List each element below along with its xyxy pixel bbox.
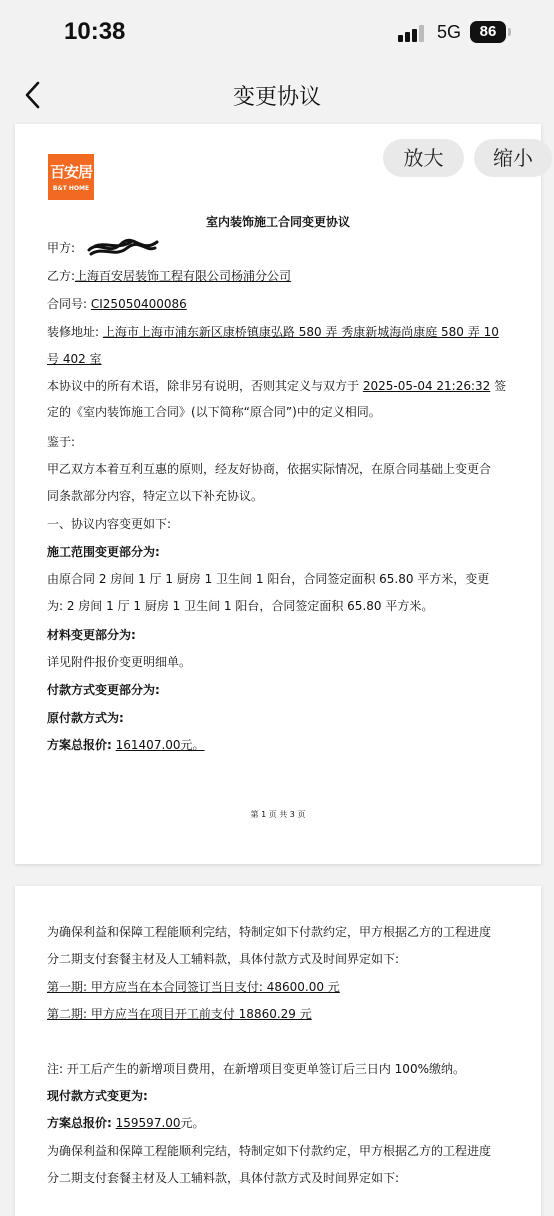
new-payment-heading: 现付款方式变更为: [47, 1089, 148, 1103]
phase-1-line: 第一期: 甲方应当在本合同签订当日支付: 48600.00 元 [47, 980, 340, 994]
intro-line-2: 同条款部分内容，特定立以下补充协议。 [47, 489, 264, 503]
address-label: 装修地址: [47, 325, 100, 339]
battery-icon: 86 [470, 21, 506, 43]
page-title: 变更协议 [232, 85, 321, 110]
p2-para-line-2: 分二期支付套餐主材及人工辅料款，具体付款方式及时间界定如下: [47, 952, 400, 966]
intro-line-1: 甲乙双方本着互利互惠的原则，经友好协商，依据实际情况，在原合同基础上变更合 [47, 462, 492, 476]
address-text-2: 号 402 室 [47, 352, 102, 366]
party-b-label: 乙方: [47, 269, 76, 283]
section-1-heading: 一、协议内容变更如下: [47, 517, 172, 531]
document-title: 室内装饰施工合同变更协议 [205, 215, 350, 229]
document-page-1[interactable] [15, 124, 541, 864]
total-quote-value: 161407.00 [115, 738, 181, 752]
contract-label: 合同号: [47, 297, 88, 311]
redaction-scribble [87, 236, 159, 258]
battery-tip [508, 28, 511, 36]
terms-text-1a: 本协议中的所有术语，除非另有说明，否则其定义与双方于 [47, 379, 360, 393]
signal-icon [398, 24, 428, 42]
p2-para-line-3: 为确保利益和保障工程能顺利完结，特制定如下付款约定，甲方根据乙方的工程进度 [47, 1144, 492, 1158]
contract-number: CI25050400086 [90, 297, 187, 311]
scope-line-1: 由原合同 2 房间 1 厅 1 厨房 1 卫生间 1 阳台，合同签定面积 65.80 平方米，变更 [47, 572, 490, 586]
address-line-1 [47, 324, 499, 340]
total-quote-label: 方案总报价: [47, 738, 112, 752]
bandq-logo [48, 154, 94, 200]
nav-bar [0, 62, 554, 126]
p2-total-quote-unit: 元。 [180, 1116, 205, 1130]
scope-line-2: 为: 2 房间 1 厅 1 厨房 1 卫生间 1 阳台，合同签定面积 65.80 平方米。 [47, 599, 434, 613]
p2-para-line-4: 分二期支付套餐主材及人工辅料款，具体付款方式及时间界定如下: [47, 1171, 400, 1185]
total-quote-unit: 元。 [180, 738, 205, 752]
terms-line-2: 定的《室内装饰施工合同》(以下简称“原合同”)中的定义相同。 [47, 405, 381, 419]
material-text: 详见附件报价变更明细单。 [47, 655, 192, 669]
logo-text-cn: 百安居 [49, 163, 92, 181]
address-text-1: 上海市上海市浦东新区康桥镇康弘路 580 弄 秀康新城海尚康庭 580 弄 10 [102, 325, 499, 339]
phase-2-line: 第二期: 甲方应当在项目开工前支付 18860.29 元 [47, 1007, 312, 1021]
original-payment-heading: 原付款方式为: [47, 711, 124, 725]
party-b-name: 上海百安居装饰工程有限公司杨浦分公司 [75, 269, 292, 283]
terms-date: 2025-05-04 21:26:32 [362, 379, 491, 393]
document-page-2[interactable] [15, 886, 541, 1216]
address-line-2 [47, 351, 102, 367]
zoom-in-button[interactable]: 放大 [383, 139, 464, 177]
total-quote-line [47, 737, 205, 753]
status-bar [0, 0, 554, 62]
whereas-line: 鉴于: [47, 435, 76, 449]
party-b-line [47, 268, 291, 284]
terms-text-1b: 签 [494, 379, 507, 393]
terms-line-1 [47, 378, 506, 394]
contract-line [47, 296, 187, 312]
note-line: 注: 开工后产生的新增项目费用，在新增项目变更单签订后三日内 100%缴纳。 [47, 1062, 465, 1076]
material-heading: 材料变更部分为: [47, 628, 136, 642]
p2-total-quote-label: 方案总报价: [47, 1116, 112, 1130]
status-time: 10:38 [64, 18, 126, 45]
party-a-line [47, 240, 75, 256]
page-number: 第 1 页 共 3 页 [250, 810, 306, 819]
p2-total-quote-value: 159597.00 [115, 1116, 181, 1130]
scope-heading: 施工范围变更部分为: [47, 545, 160, 559]
payment-heading: 付款方式变更部分为: [47, 683, 160, 697]
p2-para-line-1: 为确保利益和保障工程能顺利完结，特制定如下付款约定，甲方根据乙方的工程进度 [47, 925, 492, 939]
party-a-label: 甲方: [47, 241, 76, 255]
logo-text-en: B&T HOME [52, 185, 90, 192]
zoom-out-button[interactable]: 缩小 [474, 139, 552, 177]
p2-total-quote-line [47, 1115, 205, 1131]
network-type: 5G [437, 22, 462, 42]
